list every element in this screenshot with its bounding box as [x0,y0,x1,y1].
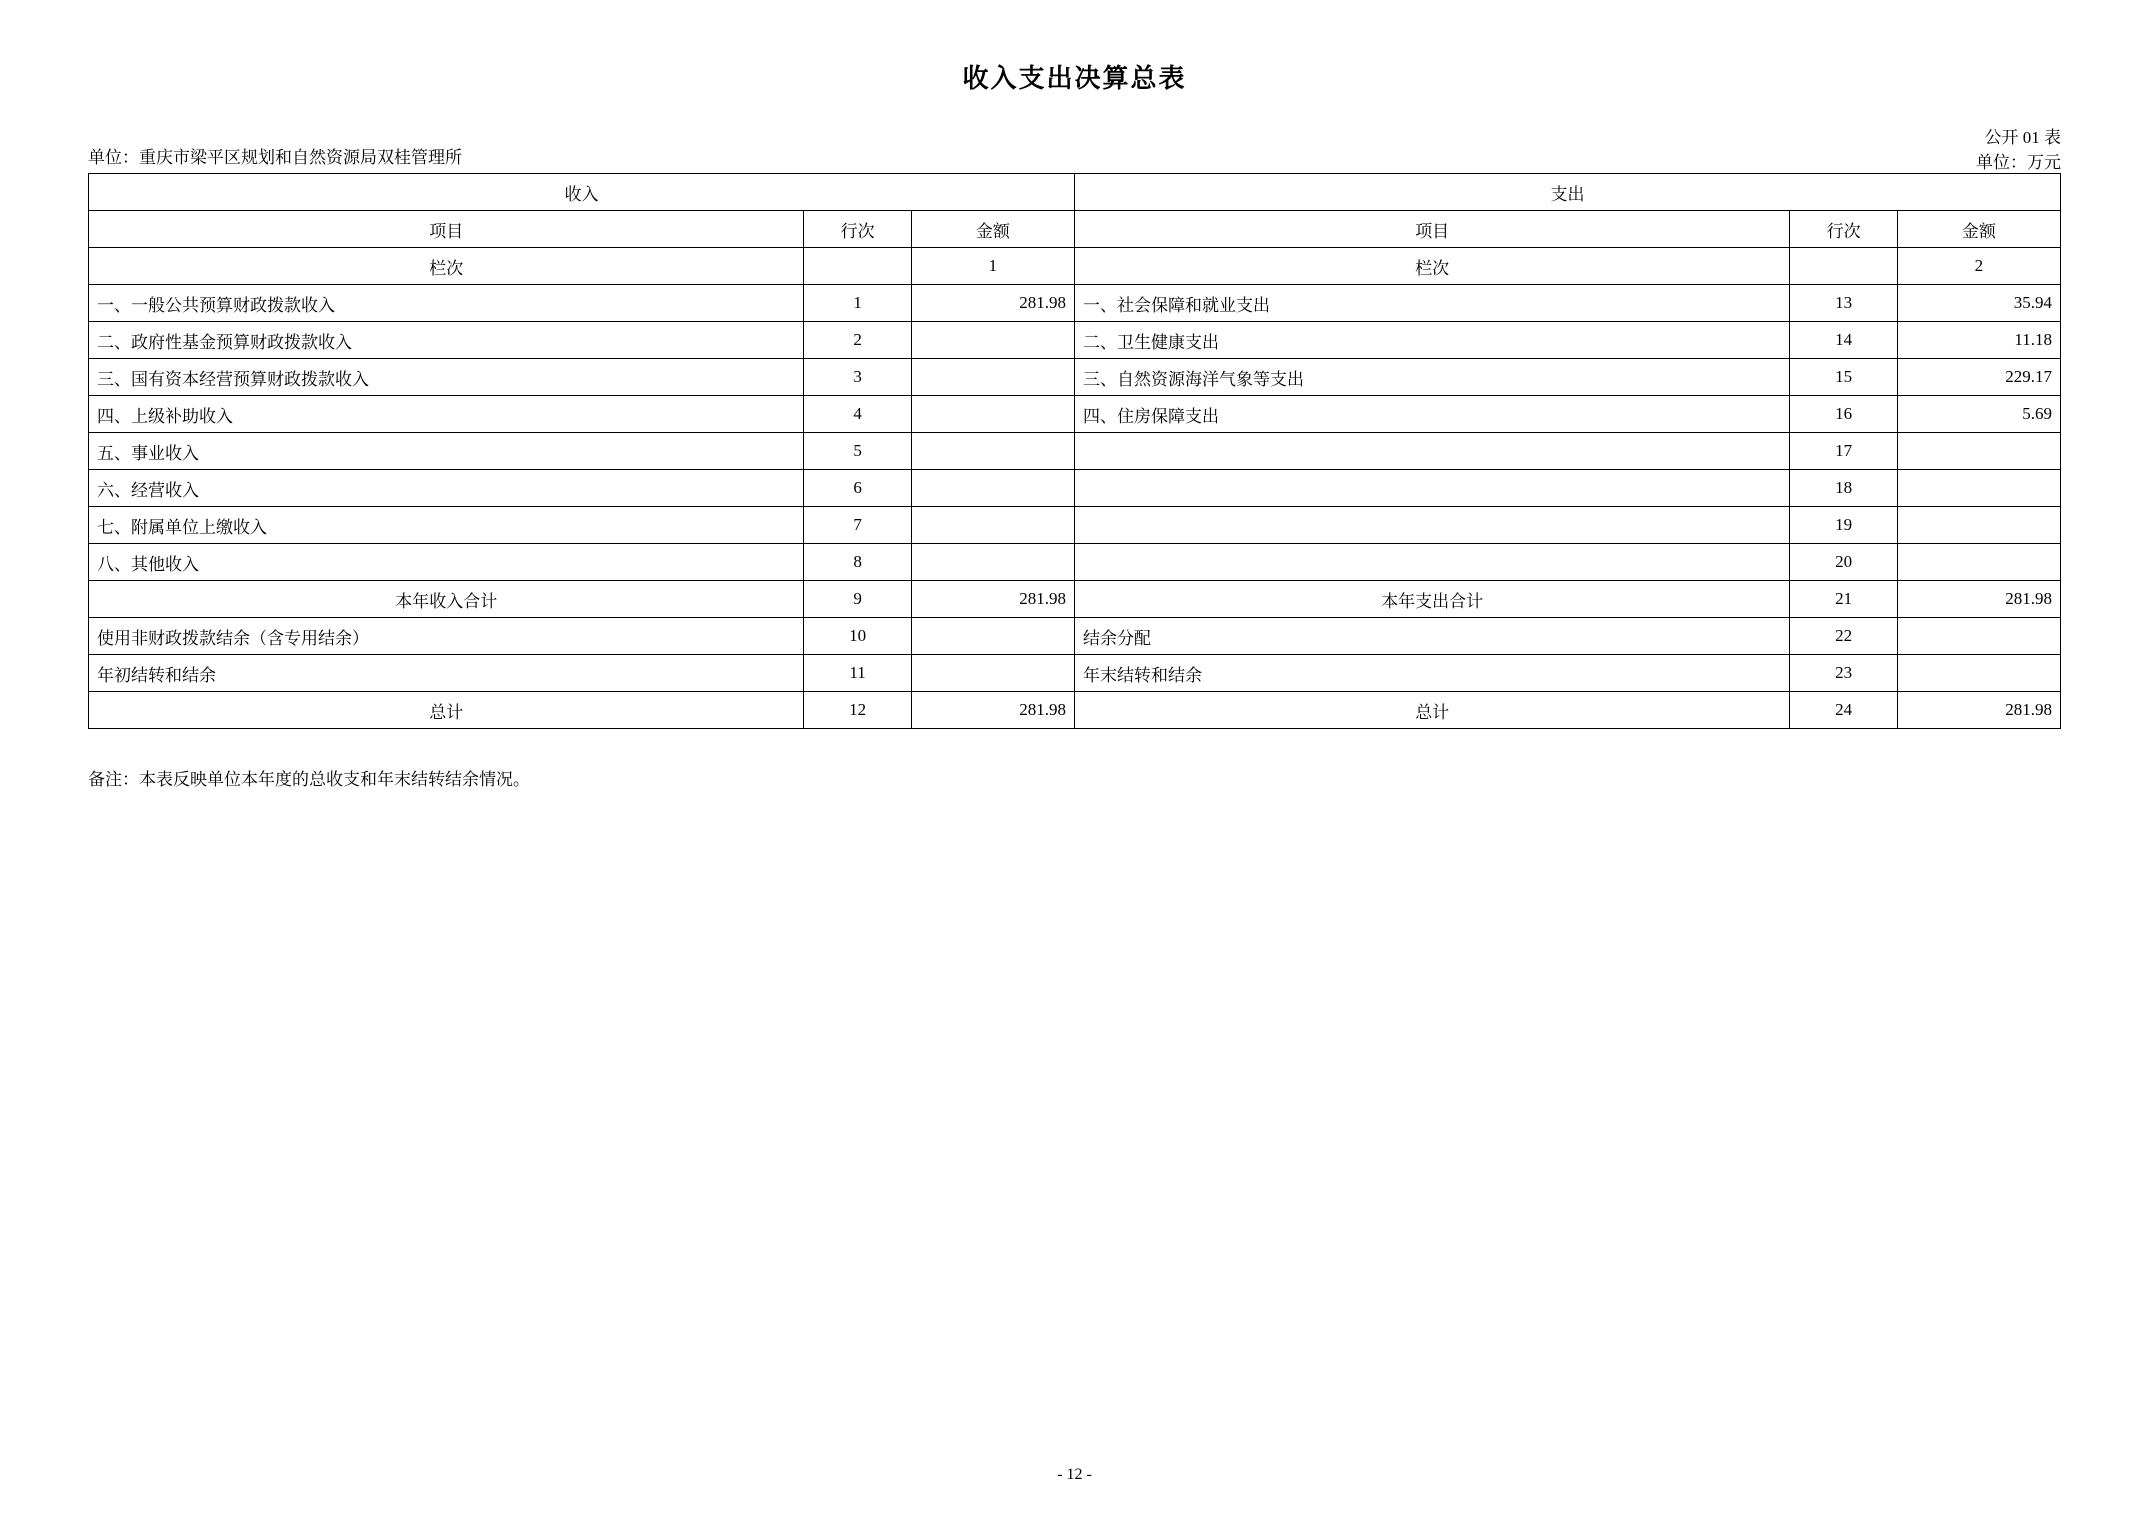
table-row [89,618,2061,655]
table-row [89,359,2061,396]
row-income-amount: 281.98 [911,285,1074,322]
row-expenditure-item: 三、自然资源海洋气象等支出 [1074,359,1789,396]
row-income-amount: 281.98 [911,692,1074,729]
row-expenditure-item: 四、住房保障支出 [1074,396,1789,433]
row-income-line: 12 [804,692,911,729]
row-expenditure-item: 年末结转和结余 [1074,655,1789,692]
table-row [89,692,2061,729]
row-income-line: 2 [804,322,911,359]
row-income-line: 7 [804,507,911,544]
form-number: 公开 01 表 [1984,128,2061,147]
row-income-item: 总计 [89,692,804,729]
column-index-label-expenditure: 栏次 [1074,248,1789,285]
row-income-line: 9 [804,581,911,618]
meta-right [1976,125,2061,175]
row-expenditure-item: 结余分配 [1074,618,1789,655]
row-income-line: 6 [804,470,911,507]
row-income-amount [911,433,1074,470]
row-income-amount [911,618,1074,655]
row-expenditure-amount: 11.18 [1897,322,2060,359]
column-index-expenditure-amount: 2 [1897,248,2060,285]
column-header-income-item: 项目 [89,211,804,248]
row-income-line: 10 [804,618,911,655]
row-expenditure-line: 21 [1790,581,1897,618]
row-income-item: 七、附属单位上缴收入 [89,507,804,544]
page-title: 收入支出决算总表 [962,63,1187,93]
column-index-expenditure-line [1790,248,1897,285]
table-row [89,507,2061,544]
row-income-item: 一、一般公共预算财政拨款收入 [89,285,804,322]
column-header-income-line: 行次 [804,211,911,248]
group-header-expenditure: 支出 [1074,174,2060,211]
row-expenditure-amount: 281.98 [1897,581,2060,618]
row-income-item: 八、其他收入 [89,544,804,581]
row-income-line: 11 [804,655,911,692]
row-income-item: 三、国有资本经营预算财政拨款收入 [89,359,804,396]
row-expenditure-amount: 281.98 [1897,692,2060,729]
column-header-expenditure-item: 项目 [1074,211,1789,248]
row-expenditure-amount: 35.94 [1897,285,2060,322]
row-income-item: 使用非财政拨款结余（含专用结余） [89,618,804,655]
table-group-header-row [89,174,2061,211]
column-index-income-line [804,248,911,285]
row-income-amount: 281.98 [911,581,1074,618]
table-note: 备注：本表反映单位本年度的总收支和年末结转结余情况。 [88,770,530,789]
row-expenditure-item [1074,433,1789,470]
table-row [89,470,2061,507]
row-income-item: 本年收入合计 [89,581,804,618]
row-expenditure-amount: 229.17 [1897,359,2060,396]
row-expenditure-line: 14 [1790,322,1897,359]
row-income-line: 3 [804,359,911,396]
row-income-amount [911,396,1074,433]
row-income-item: 四、上级补助收入 [89,396,804,433]
row-expenditure-amount [1897,544,2060,581]
row-income-line: 8 [804,544,911,581]
row-income-amount [911,322,1074,359]
row-expenditure-amount [1897,470,2060,507]
row-income-line: 1 [804,285,911,322]
row-income-item: 二、政府性基金预算财政拨款收入 [89,322,804,359]
table-column-index-row [89,248,2061,285]
row-expenditure-item [1074,470,1789,507]
budget-summary-table [88,173,2061,729]
column-header-expenditure-line: 行次 [1790,211,1897,248]
row-expenditure-item [1074,507,1789,544]
row-expenditure-line: 13 [1790,285,1897,322]
row-expenditure-line: 20 [1790,544,1897,581]
row-income-amount [911,544,1074,581]
row-expenditure-amount [1897,433,2060,470]
table-row [89,433,2061,470]
row-expenditure-line: 23 [1790,655,1897,692]
table-row [89,396,2061,433]
row-income-amount [911,655,1074,692]
table-column-header-row [89,211,2061,248]
row-expenditure-item [1074,544,1789,581]
row-income-amount [911,507,1074,544]
row-expenditure-item: 一、社会保障和就业支出 [1074,285,1789,322]
row-expenditure-item: 二、卫生健康支出 [1074,322,1789,359]
row-expenditure-amount [1897,655,2060,692]
row-expenditure-amount: 5.69 [1897,396,2060,433]
row-income-item: 五、事业收入 [89,433,804,470]
group-header-income: 收入 [89,174,1075,211]
row-expenditure-line: 19 [1790,507,1897,544]
row-expenditure-amount [1897,618,2060,655]
column-index-income-amount: 1 [911,248,1074,285]
page-number: - 12 - [1057,1466,1092,1483]
row-income-amount [911,470,1074,507]
table-row [89,285,2061,322]
row-income-item: 六、经营收入 [89,470,804,507]
table-body [89,285,2061,729]
row-income-line: 5 [804,433,911,470]
column-index-label-income: 栏次 [89,248,804,285]
row-expenditure-item: 总计 [1074,692,1789,729]
row-income-line: 4 [804,396,911,433]
row-expenditure-line: 16 [1790,396,1897,433]
row-income-item: 年初结转和结余 [89,655,804,692]
amount-unit: 单位：万元 [1976,153,2061,172]
row-income-amount [911,359,1074,396]
document-meta [88,125,2061,171]
column-header-expenditure-amount: 金额 [1897,211,2060,248]
column-header-income-amount: 金额 [911,211,1074,248]
row-expenditure-line: 24 [1790,692,1897,729]
row-expenditure-line: 22 [1790,618,1897,655]
row-expenditure-amount [1897,507,2060,544]
row-expenditure-item: 本年支出合计 [1074,581,1789,618]
row-expenditure-line: 15 [1790,359,1897,396]
row-expenditure-line: 17 [1790,433,1897,470]
table-row [89,544,2061,581]
table-row [89,655,2061,692]
table-row [89,581,2061,618]
unit-label: 单位：重庆市梁平区规划和自然资源局双桂管理所 [88,148,462,167]
row-expenditure-line: 18 [1790,470,1897,507]
table-row [89,322,2061,359]
